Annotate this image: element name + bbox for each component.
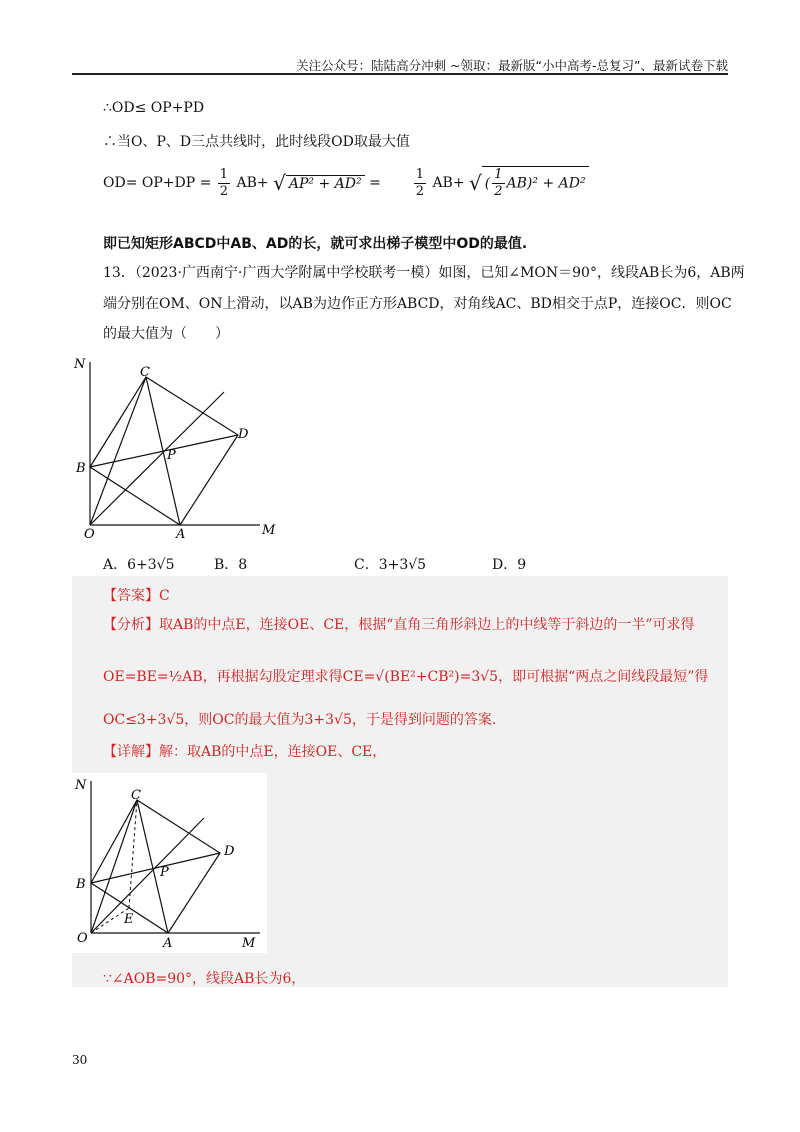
segment-oc (90, 377, 146, 525)
label-p: P (160, 865, 169, 880)
label-p: P (167, 448, 176, 463)
option-b: B．8 (214, 557, 248, 573)
proof-line-1: ∴OD≤ OP+PD (103, 100, 205, 116)
sqrt-term-2-tail: AB)² + AD² (506, 175, 586, 192)
detail-line: 【详解】解：取AB的中点E，连接OE、CE， (103, 744, 387, 760)
label-n: N (75, 778, 87, 793)
fraction-numerator: 1 (415, 166, 424, 182)
geometry-figure-2 (72, 773, 267, 953)
formula-ab-2: AB+ (432, 175, 465, 191)
option-a: A．6+3√5 (103, 557, 175, 573)
ray-op (90, 392, 224, 525)
ray-op (91, 818, 204, 933)
dashed-ce (129, 800, 137, 908)
label-n: N (74, 357, 86, 372)
summary-line: 即已知矩形ABCD中AB、AD的长，就可求出梯子模型中OD的最值. (103, 236, 528, 252)
answer-line: 【答案】C (103, 588, 170, 604)
analysis-line-2: OE=BE=½AB，再根据勾股定理求得CE=√(BE²+CB²)=3√5，即可根据“两点之间线段最短”得 (103, 669, 709, 685)
analysis-line-3: OC≤3+3√5，则OC的最大值为3+3√5，于是得到问题的答案. (103, 712, 497, 728)
formula-ab-1: AB+ (236, 175, 269, 191)
question-line-3: 的最大值为（ ） (103, 326, 229, 342)
fraction-denominator: 2 (219, 183, 229, 199)
sqrt-term-1: AP² + AD² (286, 175, 365, 192)
label-m: M (262, 523, 276, 538)
page-number: 30 (72, 1053, 88, 1067)
fraction-half-1 (218, 167, 230, 200)
label-o: O (84, 527, 95, 542)
label-e: E (124, 912, 134, 927)
option-d: D．9 (492, 557, 527, 573)
formula-prefix: OD= OP+DP = (103, 175, 212, 191)
fraction-denominator: 2 (415, 183, 424, 199)
detail-line-2: ∵∠AOB=90°，线段AB长为6， (103, 971, 306, 987)
label-o: O (77, 931, 88, 946)
label-m: M (242, 936, 256, 951)
fraction-half-3: $\frac{1}{2}$ (494, 167, 503, 199)
formula-eq: = (369, 175, 381, 191)
option-c: C．3+3√5 (354, 557, 427, 573)
sqrt-term-2: ( $\frac{1}{2}$ AB)² + AD² (482, 166, 589, 200)
fraction-numerator: 1 (219, 166, 229, 182)
proof-line-2: ∴当O、P、D三点共线时，此时线段OD取最大值 (103, 134, 410, 150)
label-a: A (176, 527, 186, 542)
geometry-figure-1 (70, 352, 280, 542)
label-d: D (238, 427, 249, 442)
label-c: C (140, 365, 150, 380)
label-c: C (131, 788, 141, 803)
proof-formula (103, 166, 589, 200)
label-b: B (76, 461, 86, 476)
page-header: 关注公众号：陆陆高分冲刺 ~领取：最新版“小中高考-总复习”、最新试卷下载 (296, 58, 728, 73)
header-rule (72, 73, 728, 75)
radical-icon: √ (469, 171, 482, 195)
radical-icon: √ (273, 171, 286, 195)
label-d: D (224, 844, 235, 859)
question-line-1: 13．（2023·广西南宁·广西大学附属中学校联考一模）如图，已知∠MON＝90°，线段AB长为6，AB两 (103, 265, 745, 281)
analysis-line-1: 【分析】取AB的中点E，连接OE、CE，根据“直角三角形斜边上的中线等于斜边的一半”可求得 (103, 617, 695, 633)
label-a: A (163, 936, 173, 951)
label-b: B (76, 877, 86, 892)
fraction-half-2 (414, 167, 426, 200)
question-line-2: 端分别在OM、ON上滑动，以AB为边作正方形ABCD，对角线AC、BD相交于点P，连接OC．则OC (103, 296, 732, 312)
